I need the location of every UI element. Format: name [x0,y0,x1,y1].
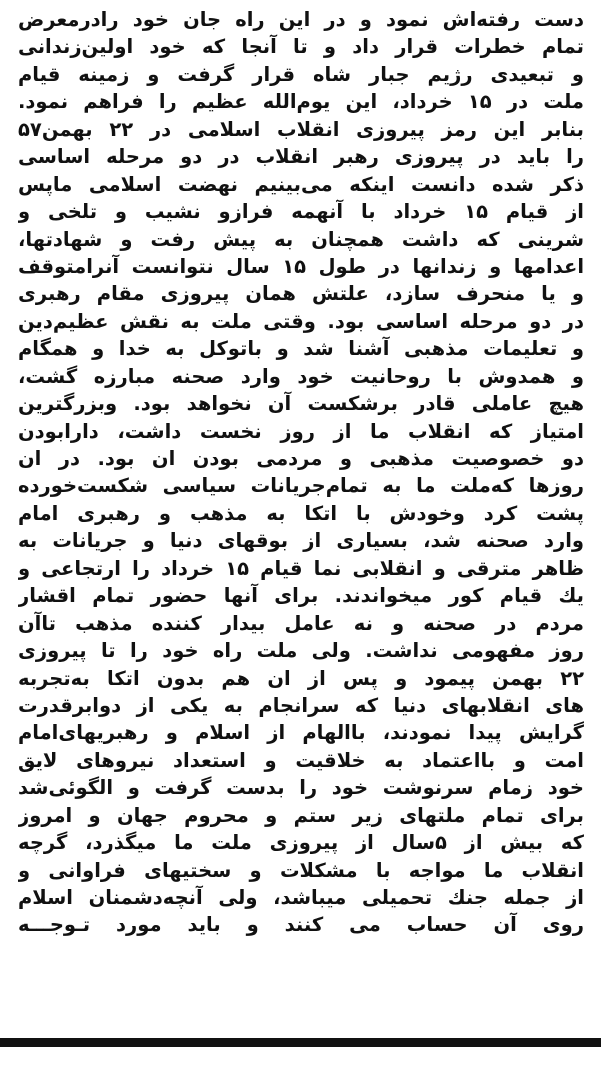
text-line: را باید در پیروزی رهبر انقلاب در دو مرحله اساسی [18,145,584,169]
text-line: وارد صحنه شد، بسیاری از بوقهای دنیا و جریانات به [18,529,584,553]
text-line: ذکر شده دانست اینکه می‌بینیم نهضت اسلامی ماپس [18,172,584,196]
text-line: ۲۲ بهمن پیمود و پس از ان هم بدون اتکا به‌تجربه [18,666,584,690]
text-line: برای تمام ملتهای زیر ستم و محروم جهان و امروز [18,803,584,827]
text-line: و تعلیمات مذهبی آشنا شد و باتوکل به خدا و همگام [18,337,584,361]
text-line: یك قیام کور میخواندند. برای آنها حضور تمام اقشار [18,584,584,608]
text-line: گرایش پیدا نمودند، باالهام از اسلام و رهبریهای‌امام [18,721,584,745]
text-line: از جمله جنك تحمیلی میباشد، ولی آنچه‌دشمنان اسلام [18,886,584,909]
text-line: خود زمام سرنوشت خود را بدست گرفت و الگوئی‌شد [18,776,584,800]
text-line: در دو مرحله اساسی بود. وقتی ملت به نقش عظیم‌دین [18,309,584,333]
text-line: هیچ عاملی قادر برشکست آن نخواهد بود. وبزرگترین [18,392,584,416]
text-line: از قیام ۱۵ خرداد با آنهمه فرازو نشیب و تلخی و [18,200,584,224]
article-column [18,6,584,939]
text-line: ملت در ۱۵ خرداد، این یوم‌الله عظیم را فراهم نمود. [18,90,584,114]
text-line: پشت کرد وخودش با اتکا به مذهب و رهبری امام [18,501,584,525]
text-line: های انقلابهای دنیا که سرانجام به یکی از دوابرقدرت [18,693,584,717]
text-line: روی آن حساب می کنند و باید مورد تـوجـــه [18,913,584,937]
text-line: شرینی که داشت همچنان به پیش رفت و شهادتها، [18,227,584,251]
text-line: مردم در صحنه و نه عامل بیدار کننده مذهب تاآن [18,611,584,635]
text-line: ظاهر مترقی و انقلابی نما قیام ۱۵ خرداد را ارتجاعی و [18,556,584,580]
text-line: و تبعیدی رژیم جبار شاه قرار گرفت و زمینه قیام [18,62,584,86]
text-line: امت و بااعتماد به خلاقیت و استعداد نیروهای لایق [18,748,584,772]
text-line: و همدوش با روحانیت خود وارد صحنه مبارزه گشت، [18,364,584,388]
text-line: تمام خطرات قرار داد و تا آنجا که خود اولین‌زندانی [18,35,584,59]
text-line: که بیش از ۵سال از پیروزی ملت ما میگذرد، گرچه [18,831,584,855]
text-line: اعدامها و زندانها در طول ۱۵ سال نتوانست آنرامتوقف [18,254,584,278]
text-line: روزها که‌ملت ما به تمام‌جریانات سیاسی شکست‌خورده [18,474,584,498]
text-line: امتیاز که انقلاب ما از روز نخست داشت، دارابودن [18,419,584,443]
text-line: انقلاب ما مواجه با مشکلات و سختیهای فراوانی و [18,858,584,882]
text-line: دست رفته‌اش نمود و در این راه جان خود رادرمعرض [18,8,584,31]
text-line: و یا منحرف سازد، علتش همان پیروزی مقام رهبری [18,282,584,306]
text-line: بنابر این رمز پیروزی انقلاب اسلامی در ۲۲ بهمن۵۷ [18,117,584,141]
text-line: روز مفهومی نداشت. ولی ملت راه خود را تا پیروزی [18,639,584,663]
text-line: دو خصوصیت مذهبی و مردمی بودن ان بود. در ان [18,447,584,470]
column-divider-rule [0,1038,601,1047]
